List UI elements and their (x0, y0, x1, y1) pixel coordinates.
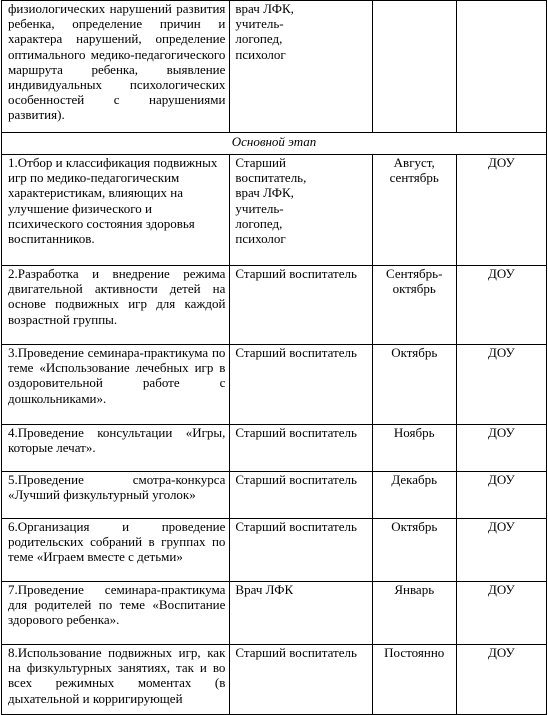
date-text: Октябрь (391, 345, 438, 360)
responsible-text: Старший воспитатель (235, 472, 357, 487)
work-text: 5.Проведение смотра-конкурса «Лучший физкультурный уголок» (8, 472, 226, 503)
responsible-text: Старший воспитатель, врач ЛФК, учитель-логопед, психолог (235, 155, 307, 247)
date-text: Постоянно (384, 645, 445, 660)
responsible-text: врач ЛФК, учитель-логопед, психолог (235, 1, 294, 62)
date-text: Сентябрь-октябрь (386, 266, 443, 297)
date-cell (372, 1, 456, 133)
table-row (2, 472, 547, 519)
work-text: физиологических нарушений развития ребенка, определение причин и характера нарушений, определение оптимального медико-педагогического маршрута ребенка, выявление индивидуальных психологических особенностей с нарушениями развития). (8, 1, 226, 123)
responsible-text: Старший воспитатель (235, 425, 357, 440)
work-text: 4.Проведение консультации «Игры, которые лечат». (8, 425, 226, 456)
work-text: 2.Разработка и внедрение режима двигательной активности детей на основе подвижных игр для каждой возрастной группы. (8, 266, 226, 327)
table-row (2, 266, 547, 345)
responsible-cell (230, 1, 372, 133)
date-text: Ноябрь (393, 425, 435, 440)
place-text: ДОУ (488, 266, 515, 281)
work-text: 8.Использование подвижных игр, как на физкультурных занятиях, так и во всех режимных моментах (в дыхательной и корригирующей (8, 645, 226, 706)
work-text: 7.Проведение семинара-практикума для родителей по теме «Воспитание здорового ребенка». (8, 582, 226, 628)
place-text: ДОУ (488, 155, 515, 170)
place-text: ДОУ (488, 582, 515, 597)
responsible-text: Старший воспитатель (235, 266, 357, 281)
responsible-text: Врач ЛФК (235, 582, 294, 597)
place-text: ДОУ (488, 472, 515, 487)
table-row (2, 1, 547, 133)
table-row (2, 519, 547, 582)
table-row (2, 582, 547, 645)
work-text: 1.Отбор и классификация подвижных игр по медико-педагогическим характеристикам, влияющих на улучшение физического и психического состояния здоровья воспитанников. (8, 155, 218, 247)
place-text: ДОУ (488, 345, 515, 360)
responsible-text: Старший воспитатель (235, 519, 357, 534)
table-row (2, 645, 547, 715)
plan-table (1, 0, 547, 715)
date-text: Август, сентябрь (389, 155, 439, 186)
table-row (2, 345, 547, 425)
place-cell (456, 1, 546, 133)
place-text: ДОУ (488, 645, 515, 660)
date-text: Январь (394, 582, 435, 597)
place-text: ДОУ (488, 519, 515, 534)
date-text: Октябрь (391, 519, 438, 534)
section-row (2, 133, 547, 155)
work-text: 6.Организация и проведение родительских собраний в группах по теме «Играем вместе с детьми» (8, 519, 226, 565)
date-text: Декабрь (391, 472, 438, 487)
place-text: ДОУ (488, 425, 515, 440)
work-text: 3.Проведение семинара-практикума по теме «Использование лечебных игр в оздоровительной работе с дошкольниками». (8, 345, 226, 406)
table-row (2, 425, 547, 472)
table-row (2, 155, 547, 266)
section-title: Основной этап (2, 133, 547, 155)
responsible-text: Старший воспитатель (235, 345, 357, 360)
work-cell (2, 1, 230, 133)
responsible-text: Старший воспитатель (235, 645, 357, 660)
